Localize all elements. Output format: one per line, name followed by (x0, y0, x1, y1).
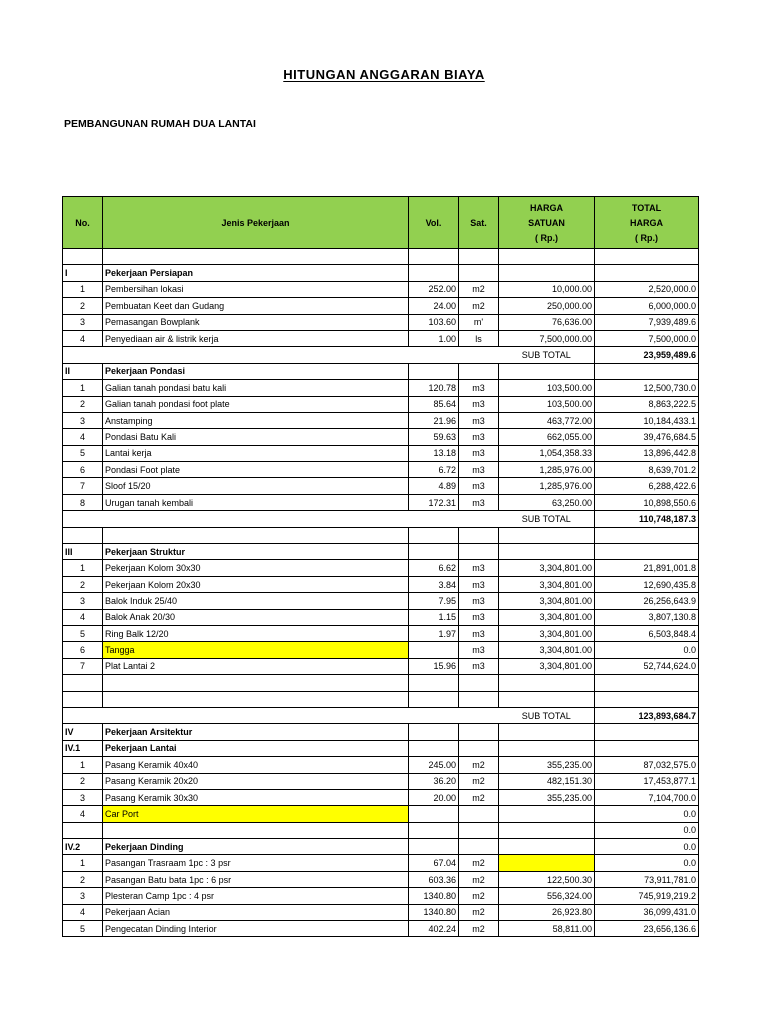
table-row: 3 Balok Induk 25/40 7.95 m3 3,304,801.00 26,256,643.9 (63, 593, 699, 609)
header-no: No. (63, 197, 103, 249)
header-harga: HARGA SATUAN ( Rp.) (499, 197, 595, 249)
table-header-row (63, 197, 699, 249)
table-row: 6 Pondasi Foot plate 6.72 m3 1,285,976.00 8,639,701.2 (63, 462, 699, 478)
document-title: HITUNGAN ANGGARAN BIAYA (283, 67, 485, 82)
table-row: 5 Pengecatan Dinding Interior 402.24 m2 58,811.00 23,656,136.6 (63, 921, 699, 937)
table-row: 7 Plat Lantai 2 15.96 m3 3,304,801.00 52,744,624.0 (63, 658, 699, 674)
table-row: 3 Pemasangan Bowplank 103.60 m' 76,636.00 7,939,489.6 (63, 314, 699, 330)
table-row: 5 Ring Balk 12/20 1.97 m3 3,304,801.00 6,503,848.4 (63, 625, 699, 641)
table-row: 6 Tangga m3 3,304,801.00 0.0 (63, 642, 699, 658)
table-row: 3 Anstamping 21.96 m3 463,772.00 10,184,433.1 (63, 412, 699, 428)
empty-row (63, 675, 699, 691)
subsection-row: IV.2 Pekerjaan Dinding 0.0 (63, 839, 699, 855)
empty-row (63, 527, 699, 543)
table-row: 4 Penyediaan air & listrik kerja 1.00 ls 7,500,000.00 7,500,000.0 (63, 330, 699, 346)
table-row: 1 Pasang Keramik 40x40 245.00 m2 355,235.00 87,032,575.0 (63, 757, 699, 773)
table-row: 2 Pembuatan Keet dan Gudang 24.00 m2 250,000.00 6,000,000.0 (63, 298, 699, 314)
subtotal-row: SUB TOTAL 23,959,489.6 (63, 347, 699, 363)
table-row: 3 Pasang Keramik 30x30 20.00 m2 355,235.00 7,104,700.0 (63, 789, 699, 805)
table-row: 8 Urugan tanah kembali 172.31 m3 63,250.00 10,898,550.6 (63, 494, 699, 510)
section-row: II Pekerjaan Pondasi (63, 363, 699, 379)
header-vol: Vol. (409, 197, 459, 249)
section-row: III Pekerjaan Struktur (63, 544, 699, 560)
budget-table (62, 196, 699, 937)
header-sat: Sat. (459, 197, 499, 249)
subtotal-row: SUB TOTAL 123,893,684.7 (63, 707, 699, 723)
table-row: 4 Balok Anak 20/30 1.15 m3 3,304,801.00 3,807,130.8 (63, 609, 699, 625)
table-row: 7 Sloof 15/20 4.89 m3 1,285,976.00 6,288,422.6 (63, 478, 699, 494)
section-row: IV Pekerjaan Arsitektur (63, 724, 699, 740)
empty-row (63, 691, 699, 707)
subsection-row: IV.1 Pekerjaan Lantai (63, 740, 699, 756)
table-row: 4 Car Port 0.0 (63, 806, 699, 822)
subtotal-row: SUB TOTAL 110,748,187.3 (63, 511, 699, 527)
table-row: 5 Lantai kerja 13.18 m3 1,054,358.33 13,896,442.8 (63, 445, 699, 461)
table-row: 0.0 (63, 822, 699, 838)
table-row: 4 Pondasi Batu Kali 59.63 m3 662,055.00 39,476,684.5 (63, 429, 699, 445)
empty-row (63, 249, 699, 265)
section-row: I Pekerjaan Persiapan (63, 265, 699, 281)
table-row: 1 Pasangan Trasraam 1pc : 3 psr 67.04 m2 0.0 (63, 855, 699, 871)
document-subtitle: PEMBANGUNAN RUMAH DUA LANTAI (64, 118, 256, 130)
table-row: 1 Pekerjaan Kolom 30x30 6.62 m3 3,304,801.00 21,891,001.8 (63, 560, 699, 576)
table-row: 3 Plesteran Camp 1pc : 4 psr 1340.80 m2 556,324.00 745,919,219.2 (63, 888, 699, 904)
table-row: 2 Galian tanah pondasi foot plate 85.64 m3 103,500.00 8,863,222.5 (63, 396, 699, 412)
header-jenis: Jenis Pekerjaan (103, 197, 409, 249)
table-row: 4 Pekerjaan Acian 1340.80 m2 26,923.80 36,099,431.0 (63, 904, 699, 920)
table-row: 1 Pembersihan lokasi 252.00 m2 10,000.00 2,520,000.0 (63, 281, 699, 297)
table-row: 2 Pasangan Batu bata 1pc : 6 psr 603.36 m2 122,500.30 73,911,781.0 (63, 871, 699, 887)
table-row: 2 Pekerjaan Kolom 20x30 3.84 m3 3,304,801.00 12,690,435.8 (63, 576, 699, 592)
table-row: 1 Galian tanah pondasi batu kali 120.78 m3 103,500.00 12,500,730.0 (63, 380, 699, 396)
table-row: 2 Pasang Keramik 20x20 36.20 m2 482,151.30 17,453,877.1 (63, 773, 699, 789)
header-total: TOTAL HARGA ( Rp.) (595, 197, 699, 249)
